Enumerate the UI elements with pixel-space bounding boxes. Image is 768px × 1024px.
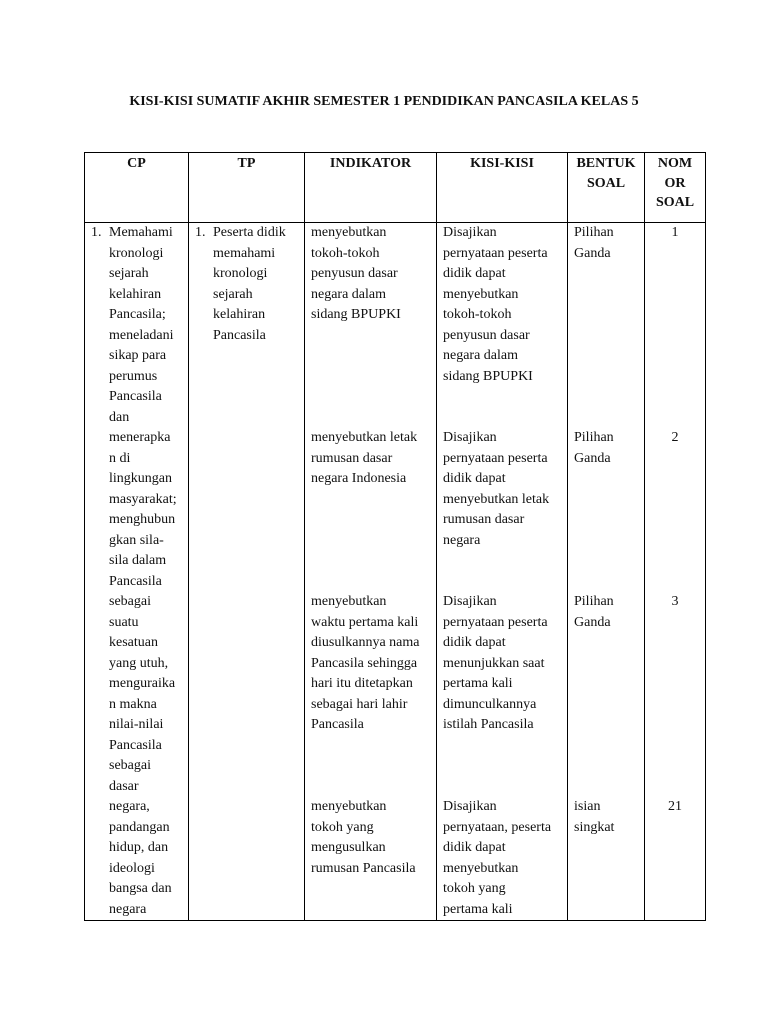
bentuk-soal-line: Ganda bbox=[574, 614, 611, 630]
kisi-kisi-line: pernyataan peserta bbox=[443, 245, 548, 261]
row-block bbox=[574, 223, 641, 264]
indikator-line: negara dalam bbox=[311, 286, 387, 302]
kisi-kisi-line: dimunculkannya bbox=[443, 696, 537, 712]
kisi-kisi-line: pertama kali bbox=[443, 901, 513, 917]
cp-line: menguraika bbox=[109, 676, 176, 691]
indikator-line: menyebutkan bbox=[311, 225, 387, 240]
indikator-line: Pancasila bbox=[311, 717, 364, 732]
header-bentuk-line: SOAL bbox=[586, 175, 626, 191]
header-nomor-line: SOAL bbox=[655, 195, 695, 210]
cp-line: masyarakat; bbox=[109, 491, 177, 507]
cp-line: menghubun bbox=[109, 512, 176, 527]
cp-line: negara, bbox=[109, 799, 150, 814]
header-nomor-soal bbox=[645, 153, 706, 223]
indikator-line: negara Indonesia bbox=[311, 471, 407, 486]
header-cp: CP bbox=[85, 153, 189, 223]
tp-line: kronologi bbox=[213, 266, 268, 281]
kisi-kisi-line: didik dapat bbox=[443, 840, 506, 855]
kisi-kisi-line: penyusun dasar bbox=[443, 327, 530, 343]
table-body-row bbox=[85, 223, 706, 921]
cp-line: dan bbox=[109, 409, 130, 425]
kisi-kisi-line: menunjukkan saat bbox=[443, 655, 545, 671]
cp-line: n makna bbox=[109, 696, 157, 712]
kisi-kisi-line: Disajikan bbox=[443, 430, 497, 445]
kisi-kisi-line: didik dapat bbox=[443, 266, 506, 281]
kisi-kisi-line: Disajikan bbox=[443, 594, 497, 609]
tp-cell bbox=[189, 223, 305, 921]
kisi-kisi-line: pernyataan, peserta bbox=[443, 819, 552, 835]
bentuk-soal-line: Pilihan bbox=[574, 430, 614, 445]
nomor-soal-value: 3 bbox=[671, 594, 679, 609]
header-tp: TP bbox=[189, 153, 305, 223]
cp-line: suatu bbox=[109, 614, 139, 630]
bentuk-soal-line: Pilihan bbox=[574, 225, 614, 240]
tp-line: Peserta didik bbox=[213, 225, 286, 240]
cp-line: menerapka bbox=[109, 430, 171, 445]
cp-line: ideologi bbox=[109, 860, 155, 876]
cp-line: bangsa dan bbox=[109, 881, 172, 896]
kisi-kisi-line: istilah Pancasila bbox=[443, 717, 534, 732]
kisi-kisi-column bbox=[437, 223, 567, 920]
row-block bbox=[311, 797, 433, 879]
kisi-kisi-line: negara dalam bbox=[443, 348, 519, 363]
table-header-row bbox=[85, 153, 706, 223]
bentuk-soal-line: isian bbox=[574, 799, 601, 814]
indikator-column bbox=[305, 223, 436, 920]
cp-line: Pancasila; bbox=[109, 307, 166, 322]
tp-line: kelahiran bbox=[213, 307, 266, 322]
cp-line: pandangan bbox=[109, 819, 170, 835]
kisi-kisi-line: menyebutkan bbox=[443, 286, 519, 302]
row-block bbox=[574, 592, 641, 633]
kisi-kisi-line: pernyataan peserta bbox=[443, 450, 548, 466]
cp-cell bbox=[85, 223, 189, 921]
row-block bbox=[574, 797, 641, 838]
cp-line: hidup, dan bbox=[109, 840, 169, 855]
indikator-cell bbox=[305, 223, 437, 921]
kisi-kisi-cell bbox=[437, 223, 568, 921]
header-bentuk-line: BENTUK bbox=[576, 156, 636, 171]
cp-line: meneladani bbox=[109, 327, 174, 343]
bentuk-soal-line: Pilihan bbox=[574, 594, 614, 609]
cp-line: sejarah bbox=[109, 266, 149, 281]
header-nomor-line: OR bbox=[664, 175, 686, 191]
cp-line: Pancasila bbox=[109, 737, 162, 753]
kisi-kisi-table bbox=[84, 152, 706, 921]
cp-line: sila dalam bbox=[109, 553, 167, 568]
kisi-kisi-line: pernyataan peserta bbox=[443, 614, 548, 630]
indikator-line: menyebutkan letak bbox=[311, 430, 418, 445]
nomor-soal-value: 2 bbox=[671, 430, 679, 445]
cp-number: 1. bbox=[91, 225, 102, 240]
row-block bbox=[311, 592, 433, 736]
kisi-kisi-line: negara bbox=[443, 532, 481, 548]
kisi-kisi-line: pertama kali bbox=[443, 676, 513, 691]
document-title: KISI-KISI SUMATIF AKHIR SEMESTER 1 PENDIDIKAN PANCASILA KELAS 5 bbox=[129, 94, 639, 109]
cp-text bbox=[85, 223, 188, 920]
tp-number: 1. bbox=[195, 225, 206, 240]
cp-line: lingkungan bbox=[109, 471, 172, 486]
kisi-kisi-line: menyebutkan letak bbox=[443, 491, 550, 507]
row-block bbox=[443, 797, 564, 920]
kisi-kisi-line: rumusan dasar bbox=[443, 512, 525, 527]
indikator-line: waktu pertama kali bbox=[311, 614, 419, 630]
cp-line: sikap para bbox=[109, 348, 167, 363]
cp-line: sebagai bbox=[109, 594, 151, 609]
indikator-line: sidang BPUPKI bbox=[311, 307, 401, 322]
kisi-kisi-line: tokoh yang bbox=[443, 881, 506, 896]
indikator-line: menyebutkan bbox=[311, 799, 387, 814]
bentuk-soal-line: Ganda bbox=[574, 450, 611, 466]
indikator-line: mengusulkan bbox=[311, 840, 386, 855]
indikator-line: rumusan dasar bbox=[311, 450, 393, 466]
cp-line: nilai-nilai bbox=[109, 717, 164, 732]
cp-line: negara bbox=[109, 901, 147, 917]
indikator-line: sebagai hari lahir bbox=[311, 696, 408, 712]
bentuk-soal-line: Ganda bbox=[574, 245, 611, 261]
tp-line: Pancasila bbox=[213, 327, 266, 343]
header-kisi-kisi: KISI-KISI bbox=[437, 153, 568, 223]
bentuk-soal-column bbox=[568, 223, 644, 920]
bentuk-soal-cell bbox=[568, 223, 645, 921]
kisi-kisi-line: sidang BPUPKI bbox=[443, 368, 533, 384]
kisi-kisi-line: Disajikan bbox=[443, 799, 497, 814]
cp-line: Pancasila bbox=[109, 389, 162, 404]
indikator-line: diusulkannya nama bbox=[311, 635, 420, 650]
cp-line: dasar bbox=[109, 778, 139, 794]
indikator-line: penyusun dasar bbox=[311, 266, 398, 281]
indikator-line: hari itu ditetapkan bbox=[311, 676, 413, 691]
cp-line: kesatuan bbox=[109, 635, 158, 650]
cp-line: yang utuh, bbox=[109, 655, 169, 671]
row-block bbox=[443, 223, 564, 387]
kisi-kisi-line: Disajikan bbox=[443, 225, 497, 240]
cp-line: n di bbox=[109, 450, 131, 466]
nomor-soal-value: 1 bbox=[671, 225, 679, 240]
kisi-kisi-line: menyebutkan bbox=[443, 860, 519, 876]
header-bentuk-soal bbox=[568, 153, 645, 223]
row-block bbox=[443, 428, 564, 551]
row-block bbox=[443, 592, 564, 736]
kisi-kisi-line: didik dapat bbox=[443, 635, 506, 650]
tp-text bbox=[189, 223, 304, 346]
row-block bbox=[574, 428, 641, 469]
row-block bbox=[311, 223, 433, 326]
cp-line: perumus bbox=[109, 368, 158, 384]
nomor-soal-cell bbox=[645, 223, 706, 921]
indikator-line: tokoh yang bbox=[311, 819, 374, 835]
cp-line: gkan sila- bbox=[109, 532, 164, 548]
indikator-line: rumusan Pancasila bbox=[311, 860, 416, 876]
cp-line: Pancasila bbox=[109, 573, 162, 589]
indikator-line: menyebutkan bbox=[311, 594, 387, 609]
cp-line: Memahami bbox=[109, 225, 173, 240]
header-nomor-line: NOM bbox=[657, 156, 693, 171]
cp-line: kronologi bbox=[109, 245, 164, 261]
row-block bbox=[311, 428, 433, 490]
kisi-kisi-line: didik dapat bbox=[443, 471, 506, 486]
cp-line: kelahiran bbox=[109, 286, 162, 302]
header-indikator: INDIKATOR bbox=[305, 153, 437, 223]
nomor-soal-value: 21 bbox=[668, 799, 682, 814]
kisi-kisi-line: tokoh-tokoh bbox=[443, 307, 512, 322]
indikator-line: tokoh-tokoh bbox=[311, 245, 380, 261]
bentuk-soal-line: singkat bbox=[574, 819, 615, 835]
tp-line: sejarah bbox=[213, 286, 253, 302]
indikator-line: Pancasila sehingga bbox=[311, 655, 418, 671]
tp-line: memahami bbox=[213, 245, 276, 261]
nomor-soal-column bbox=[645, 223, 705, 920]
cp-line: sebagai bbox=[109, 758, 151, 773]
